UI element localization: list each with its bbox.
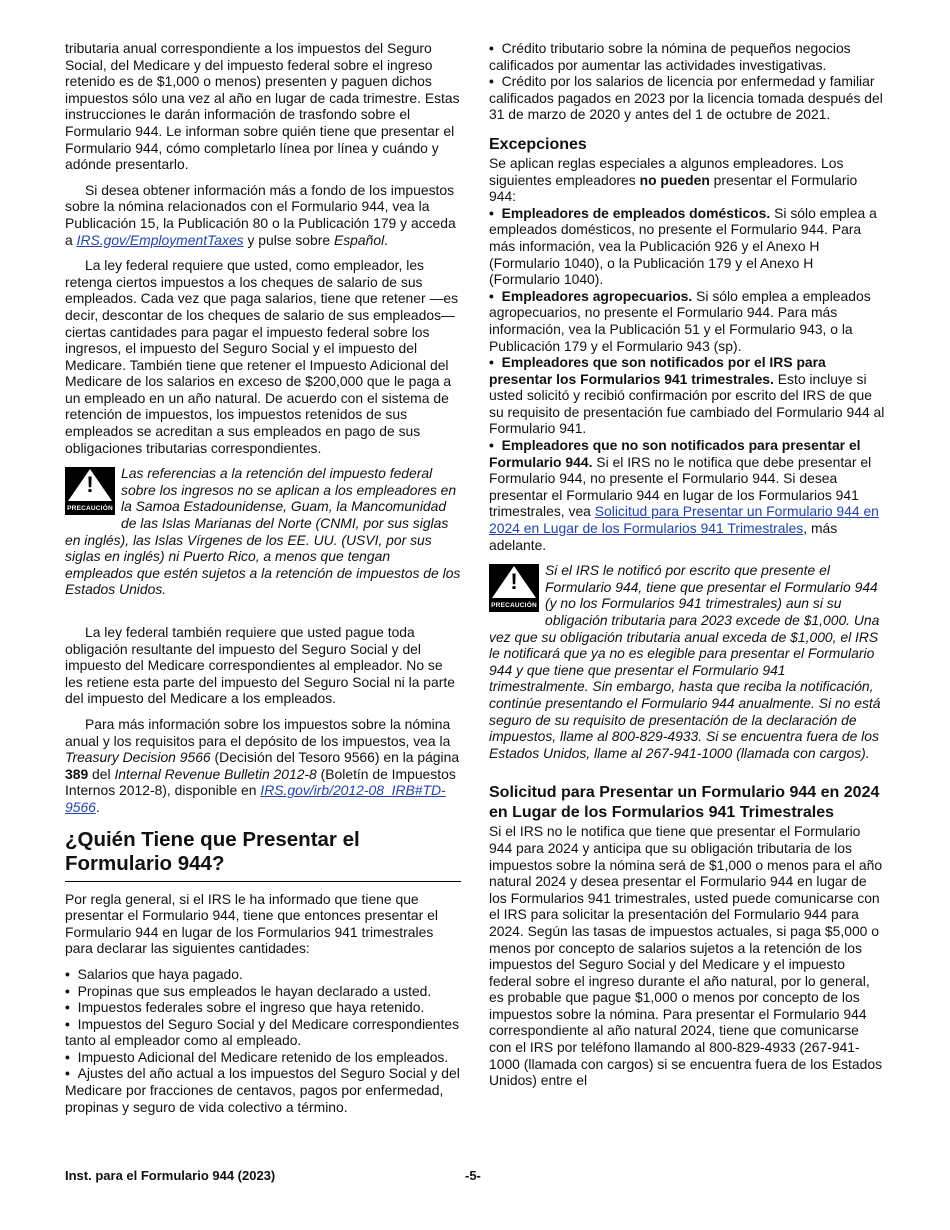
page-number: -5- bbox=[465, 1168, 481, 1183]
footer-title: Inst. para el Formulario 944 (2023) bbox=[65, 1168, 276, 1183]
list-item: • Ajustes del año actual a los impuestos del Seguro Social y del Medicare por fracciones de centavos, pagos por enfermedad, propinas y seguro de vida colectivo a término. bbox=[65, 1065, 461, 1115]
paragraph-exceptions-intro: Se aplican reglas especiales a algunos empleadores. Los siguientes empleadores no pueden presentar el Formulario 944: bbox=[489, 154, 858, 205]
list-item: • Impuestos federales sobre el ingreso que haya retenido. bbox=[65, 999, 461, 1016]
list-item: • Propinas que sus empleados le hayan declarado a usted. bbox=[65, 983, 461, 1000]
paragraph-federal-law: La ley federal requiere que usted, como empleador, les retenga ciertos impuestos a los cheques de salario de sus empleados. Cada vez que paga salarios, tiene que retener —es decir, descontar de los cheques de salario de sus empleados— ciertas cantidades para pagar el impuesto federal sobre los ingresos, el impuesto del Seguro Social y el impuesto del Medicare. También tiene que retener el Impuesto Adicional del Medicare de los salarios en exceso de $200,000 que le paga a un empleado en un año natural. De acuerdo con el sistema de retención de impuestos, los impuestos retenidos de sus empleados se acreditan a sus empleados en pago de sus obligaciones tributarias correspondientes. bbox=[65, 257, 459, 456]
right-column bbox=[489, 40, 885, 1089]
paragraph-intro: tributaria anual correspondiente a los impuestos del Seguro Social, del Medicare y del impuesto federal sobre el ingreso retenido es de $1,000 o menos) presenten y paguen dichos impuestos sólo una vez al año en lugar de cada trimestre. Estas instrucciones le darán información de trasfondo sobre el Formulario 944. Le informan sobre quién tiene que presentar el Formulario 944, cómo completarlo línea por línea y cuándo y adónde presentarlo. bbox=[65, 40, 460, 173]
list-item: • Impuestos del Seguro Social y del Medicare correspondientes tanto al empleador como al empleado. bbox=[65, 1016, 461, 1049]
exception-agricultural: • Empleadores agropecuarios. Si sólo emplea a empleados agropecuarios, no presente el Formulario 944. Para más información, vea la Publicación 51 y el Formulario 943, o la Publicación 179 y el Formulario 943 (sp). bbox=[489, 288, 885, 354]
paragraph-general-rule: Por regla general, si el IRS le ha informado que tiene que presentar el Formulario 944, tiene que entonces presentar el Formulario 944 en lugar de los Formularios 941 trimestrales para declarar las siguientes cantidades: bbox=[65, 890, 438, 957]
caution-note-right bbox=[489, 562, 885, 761]
list-item: • Crédito por los salarios de licencia por enfermedad y familiar calificados pagados en 2023 por la licencia tomada después del 31 de marzo de 2020 y antes del 1 de octubre de 2021. bbox=[489, 73, 885, 123]
paragraph-more-info: Si desea obtener información más a fondo de los impuestos sobre la nómina relacionados con el Formulario 944, vea la Publicación 15, la Publicación 80 o la Publicación 179 y acceda a IRS.gov/EmploymentTaxes y pulse sobre Español. bbox=[65, 181, 456, 248]
caution-text: Las referencias a la retención del impuesto federal sobre los ingresos no se aplican a los empleadores en la Samoa Estadounidense, Guam, la Mancomunidad de las Islas Marianas del Norte (CNMI, por sus siglas en inglés), las Islas Vírgenes de los EE. UU. (USVI, por sus siglas en inglés) ni Puerto Rico, a menos que tengan empleados que estén sujetos a la retención de impuestos de los Estados Unidos. bbox=[65, 465, 461, 598]
section-heading-exceptions: Excepciones bbox=[489, 135, 587, 153]
caution-text: Si el IRS le notificó por escrito que presente el Formulario 944, tiene que presentar el Formulario 944 (y no los Formularios 941 trimestrales) aun si su obligación tributaria para 2023 excede de $1,000. Una vez que su obligación tributaria anual exceda de $1,000, el IRS le notificará que ya no es elegible para presentar el Formulario 944 y que tiene que presentar el Formulario 941 trimestralmente. Sin embargo, hasta que reciba la notificación, continúe presentando el Formulario 944 anualmente. Si no está seguro de su requisito de presentación de la declaración de impuestos, llame al 800-829-4933. Si se encuentra fuera de los Estados Unidos, llame al 267-941-1000 (llamada con cargos). bbox=[489, 562, 881, 761]
amounts-list bbox=[65, 966, 461, 1115]
list-item: • Impuesto Adicional del Medicare retenido de los empleados. bbox=[65, 1049, 461, 1066]
list-item: • Salarios que haya pagado. bbox=[65, 966, 461, 983]
link-irb[interactable]: IRS.gov/irb/2012-08_IRB#TD-9566 bbox=[65, 782, 446, 815]
caution-note-left bbox=[65, 465, 461, 598]
paragraph-employer-tax: La ley federal también requiere que usted pague toda obligación resultante del impuesto del Seguro Social y del impuesto del Medicare correspondientes al empleador. No se les retiene esta parte del impuesto del Seguro Social ni la parte del impuesto del Medicare a los empleados. bbox=[65, 624, 455, 707]
paragraph-request: Si el IRS no le notifica que tiene que presentar el Formulario 944 para 2024 y anticipa que su obligación tributaria de los impuestos sobre la nómina será de $1,000 o menos para el año natural 2024 y desea presentar el Formulario 944 en lugar de los Formularios 941 trimestrales, usted puede comunicarse con el IRS para solicitar la presentación del Formulario 944 para 2024. Según las tasas de impuestos actuales, si paga $5,000 o menos por concepto de salarios sujetos a la retención de los impuestos del Seguro Social y del Medicare y el impuesto federal sobre el ingreso durante el año natural, por lo general, es probable que pague $1,000 o menos por concepto de los impuestos sobre la nómina. Para presentar el Formulario 944 correspondiente al año natural 2024, tiene que comunicarse con el IRS por teléfono llamando al 800-829-4933 (267-941-1000 (llamada con cargos) si se encuentra fuera de los Estados Unidos) entre el bbox=[489, 823, 883, 1089]
link-request-944[interactable]: Solicitud para Presentar un Formulario 944 en 2024 en Lugar de los Formularios 941 Trimestrales bbox=[489, 503, 879, 537]
exception-not-notified: • Empleadores que no son notificados para presentar el Formulario 944. Si el IRS no le notifica que debe presentar el Formulario 944, no presente el Formulario 944. Si desea presentar el Formulario 944 en lugar de los Formularios 941 trimestrales, vea Solicitud para Presentar un Formulario 944 en 2024 en Lugar de los Formularios 941 Trimestrales, más adelante. bbox=[489, 437, 885, 553]
paragraph-treasury-decision: Para más información sobre los impuestos sobre la nómina anual y los requisitos para el depósito de los impuestos, vea la Treasury Decision 9566 (Decisión del Tesoro 9566) en la página 389 del Internal Revenue Bulletin 2012-8 (Boletín de Impuestos Internos 2012-8), disponible en IRS.gov/irb/2012-08_IRB#TD-9566. bbox=[65, 715, 460, 815]
exception-household: • Empleadores de empleados domésticos. Si sólo emplea a empleados domésticos, no presente el Formulario 944. Para más información, vea la Publicación 926 y el Anexo H (Formulario 1040), o la Publicación 179 y el Anexo H (Formulario 1040). bbox=[489, 205, 885, 288]
exception-notified-941: • Empleadores que son notificados por el IRS para presentar los Formularios 941 trimestrales. Esto incluye si usted solicitó y recibió confirmación por escrito del IRS de que su requisito de presentación fue cambiado del Formulario 944 al Formulario 941. bbox=[489, 354, 885, 437]
list-item: • Crédito tributario sobre la nómina de pequeños negocios calificados por aumentar las actividades investigativas. bbox=[489, 40, 885, 73]
caution-icon: ! PRECAUCIÓN bbox=[65, 467, 115, 515]
section-heading-request: Solicitud para Presentar un Formulario 944 en 2024 en Lugar de los Formularios 941 Trimestrales bbox=[489, 784, 880, 822]
caution-icon: ! PRECAUCIÓN bbox=[489, 564, 539, 612]
left-column bbox=[65, 40, 461, 1115]
link-employment-taxes[interactable]: IRS.gov/EmploymentTaxes bbox=[76, 231, 244, 248]
section-heading-who-files: ¿Quién Tiene que Presentar el Formulario 944? bbox=[65, 828, 461, 882]
